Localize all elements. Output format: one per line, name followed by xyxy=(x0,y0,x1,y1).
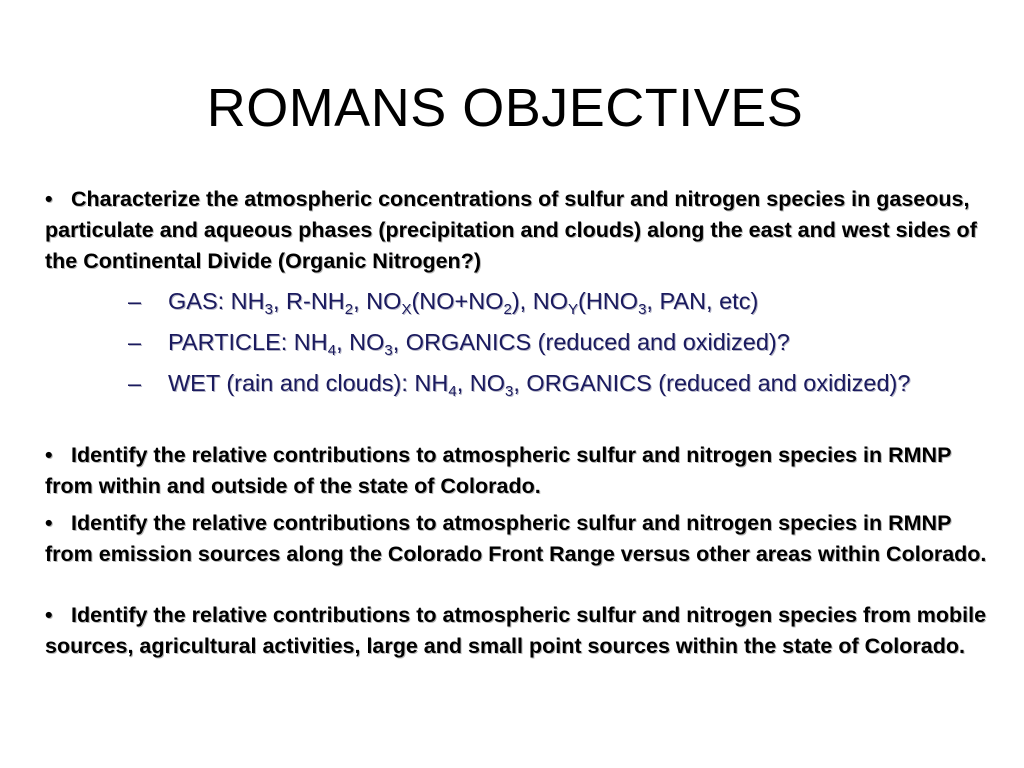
dash-icon: – xyxy=(128,288,142,314)
sub-item-text: WET (rain and clouds): $NH_4$, $NO_3$, ORGANICS (reduced and oxidized)? xyxy=(168,370,911,400)
bullet-text: Identify the relative contributions to atmospheric sulfur and nitrogen species in RMNP from emission sources along the Colorado Front Range versus other areas within Colorado. xyxy=(45,511,987,566)
bullet-icon: • xyxy=(45,187,53,211)
bullet-icon: • xyxy=(45,603,53,627)
sub-item-gas xyxy=(128,283,958,319)
slide-title: ROMANS OBJECTIVES xyxy=(206,78,804,138)
bullet-characterize xyxy=(45,184,995,277)
sub-item-text: GAS: $NH_3$, $R-NH_2$, $NO_X(NO+NO_2)$, $NO_Y(HNO_3$, PAN, etc) xyxy=(168,288,759,318)
sub-item-text: PARTICLE: $NH_4$, $NO_3$, ORGANICS (reduced and oxidized)? xyxy=(168,329,790,359)
bullet-text: Characterize the atmospheric concentrations of sulfur and nitrogen species in gaseous, particulate and aqueous phases (precipitation and clouds) along the east and west sides of the Continental Divide (Organic Nitrogen?) xyxy=(45,187,977,273)
bullet-within-outside xyxy=(45,440,995,502)
dash-icon: – xyxy=(128,329,142,355)
bullet-text: Identify the relative contributions to atmospheric sulfur and nitrogen species from mobile sources, agricultural activities, large and small point sources within the state of Colorado. xyxy=(45,603,987,658)
sub-item-wet xyxy=(128,365,958,401)
bullet-icon: • xyxy=(45,511,53,535)
sub-item-particle xyxy=(128,324,958,360)
bullet-icon: • xyxy=(45,443,53,467)
bullet-text: Identify the relative contributions to atmospheric sulfur and nitrogen species in RMNP from within and outside of the state of Colorado. xyxy=(45,443,952,498)
bullet-front-range xyxy=(45,508,995,570)
dash-icon: – xyxy=(128,370,142,396)
bullet-sources xyxy=(45,600,995,662)
